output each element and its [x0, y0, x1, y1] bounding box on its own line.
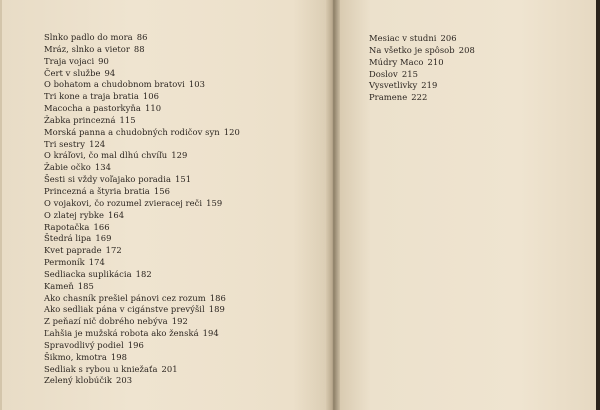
toc-entry-title: Ľahšia je mužská robota ako ženská: [44, 328, 199, 339]
toc-entry: [44, 56, 240, 68]
toc-entry-page-number: 90: [98, 55, 109, 66]
toc-entry: [44, 281, 240, 293]
toc-entry-page-number: 210: [427, 56, 444, 67]
toc-entry-title: O zlatej rybke: [44, 209, 105, 220]
toc-entry-page-number: 172: [105, 245, 122, 256]
toc-entry: [44, 32, 240, 44]
toc-entry: [44, 210, 240, 222]
toc-entry: [44, 103, 240, 115]
toc-entry-title: Ako sedliak pána v cigánstve prevýšil: [44, 304, 205, 315]
toc-entry: [44, 245, 240, 257]
toc-entry-page-number: 201: [161, 363, 178, 374]
toc-entry-page-number: 156: [153, 185, 170, 196]
toc-entry-title: Slnko padlo do mora: [44, 32, 133, 42]
toc-entry-title: Spravodlivý podiel: [44, 339, 124, 350]
toc-entry: [44, 115, 240, 127]
toc-entry: [44, 222, 240, 234]
toc-entry-page-number: 106: [142, 91, 160, 102]
toc-entry-page-number: 159: [206, 197, 223, 208]
toc-entry-page-number: 203: [115, 375, 133, 386]
toc-entry-page-number: 208: [458, 44, 475, 55]
left-page-edge: [0, 0, 2, 410]
toc-entry: [369, 80, 475, 92]
toc-entry: [44, 364, 240, 376]
toc-entry-title: Šesti si vždy voľajako poradia: [44, 174, 171, 185]
toc-entry-title: O bohatom a chudobnom bratovi: [44, 79, 185, 90]
toc-entry: [44, 316, 240, 328]
toc-entry: [44, 68, 240, 80]
toc-entry-page-number: 222: [411, 92, 428, 103]
toc-entry: [44, 139, 240, 151]
toc-entry: [44, 340, 240, 352]
toc-entry-page-number: 88: [133, 43, 145, 54]
toc-entry: [44, 269, 240, 281]
toc-entry-page-number: 215: [401, 68, 418, 79]
toc-entry-title: Macocha a pastorkyňa: [44, 103, 141, 114]
toc-entry-title: O kráľovi, čo mal dlhú chvíľu: [44, 150, 168, 161]
toc-entry-page-number: 124: [89, 138, 106, 149]
toc-entry-page-number: 219: [421, 80, 438, 91]
toc-entry: [44, 328, 240, 340]
toc-entry-page-number: 164: [108, 209, 125, 220]
toc-entry-title: Sedliak s rybou u kniežaťa: [44, 363, 158, 374]
toc-entry-title: Kameň: [44, 280, 74, 291]
toc-entry-title: Morská panna a chudobných rodičov syn: [44, 126, 220, 137]
toc-entry: [44, 162, 240, 174]
toc-entry-page-number: 196: [127, 339, 144, 350]
toc-entry: [44, 186, 240, 198]
toc-entry-page-number: 194: [202, 328, 219, 339]
toc-entry: [44, 91, 240, 103]
toc-entry: [44, 304, 240, 316]
toc-entry-title: Na všetko je spôsob: [369, 44, 455, 55]
toc-entry-title: Tri sestry: [44, 138, 86, 149]
toc-entry: [44, 198, 240, 210]
toc-entry-page-number: 94: [104, 67, 116, 78]
toc-entry-page-number: 189: [208, 304, 225, 315]
toc-entry-page-number: 110: [144, 103, 162, 114]
toc-entry-title: Rapotačka: [44, 221, 90, 232]
toc-entry-page-number: 186: [209, 292, 226, 303]
toc-entry-page-number: 151: [174, 174, 192, 185]
toc-entry-page-number: 103: [188, 79, 206, 90]
toc-entry: [44, 375, 240, 387]
right-page: [340, 0, 596, 410]
toc-entry-page-number: 198: [110, 351, 128, 362]
toc-entry-title: Tri kone a traja bratia: [44, 91, 139, 102]
toc-entry-page-number: 86: [136, 32, 148, 42]
toc-entry-title: Štedrá lipa: [44, 233, 92, 244]
toc-entry-page-number: 166: [93, 221, 110, 232]
toc-entry: [369, 69, 475, 81]
toc-entry-page-number: 115: [119, 114, 136, 125]
toc-entry-title: O vojakovi, čo rozumel zvieracej reči: [44, 197, 203, 208]
toc-entry: [44, 174, 240, 186]
toc-entry-page-number: 192: [171, 316, 188, 327]
toc-entry-title: Mráz, slnko a vietor: [44, 43, 130, 54]
toc-entry-page-number: 206: [440, 33, 457, 43]
toc-entry: [44, 257, 240, 269]
toc-entry: [44, 127, 240, 139]
toc-entry-title: Žabka princezná: [44, 114, 116, 125]
toc-entry: [44, 79, 240, 91]
toc-entry-title: Vysvetlivky: [369, 80, 418, 91]
right-toc-list: [369, 33, 475, 104]
toc-entry-title: Zelený klobúčik: [44, 375, 112, 386]
toc-entry-title: Čert v službe: [44, 67, 101, 78]
toc-entry: [369, 33, 475, 45]
toc-entry-title: Permoník: [44, 257, 85, 268]
toc-entry-title: Žabie očko: [44, 162, 91, 173]
toc-entry-page-number: 174: [88, 257, 105, 268]
toc-entry: [369, 92, 475, 104]
toc-entry: [44, 150, 240, 162]
toc-entry-title: Ako chasník prešiel pánovi cez rozum: [44, 292, 206, 303]
toc-entry-title: Pramene: [369, 92, 408, 103]
toc-entry: [44, 293, 240, 305]
toc-entry: [369, 45, 475, 57]
right-page-edge: [596, 0, 600, 410]
toc-entry-title: Kvet paprade: [44, 245, 102, 256]
toc-entry-title: Doslov: [369, 68, 398, 79]
toc-entry-page-number: 120: [223, 126, 240, 137]
toc-entry-title: Múdry Maco: [369, 56, 424, 67]
toc-entry-page-number: 134: [94, 162, 111, 173]
toc-entry-title: Mesiac v studni: [369, 33, 437, 43]
toc-entry: [44, 233, 240, 245]
toc-entry-title: Z peňazí nič dobrého nebýva: [44, 316, 168, 327]
toc-entry-page-number: 182: [135, 268, 152, 279]
toc-entry-title: Traja vojaci: [44, 55, 95, 66]
toc-entry-page-number: 129: [171, 150, 188, 161]
toc-entry-page-number: 185: [77, 280, 94, 291]
toc-entry-title: Sedliacka suplikácia: [44, 268, 132, 279]
book-gutter: [326, 0, 340, 410]
toc-entry-title: Šikmo, kmotra: [44, 351, 107, 362]
toc-entry-page-number: 169: [95, 233, 112, 244]
toc-entry: [44, 44, 240, 56]
left-toc-list: [44, 32, 240, 387]
toc-entry-title: Princezná a štyria bratia: [44, 185, 150, 196]
toc-entry: [44, 352, 240, 364]
toc-entry: [369, 57, 475, 69]
